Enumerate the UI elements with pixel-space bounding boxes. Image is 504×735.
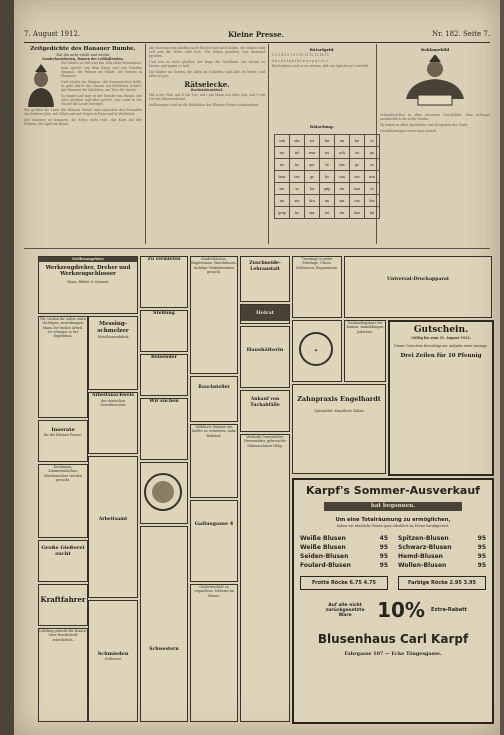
svg-text:✦: ✦: [313, 348, 319, 354]
karpf-item-price: 95: [379, 553, 388, 561]
ad-gallusgasse: [190, 500, 238, 582]
kraftfahrer-title: Kraftfahrer: [40, 595, 86, 604]
ad-filler-left: Kochinnen, Zimmermädchen, Hausburschen werden gesucht.: [38, 464, 88, 538]
puzzle-cell: ter: [335, 183, 350, 195]
karpf-discount: 10%: [377, 598, 425, 623]
right-header: Reklamebild: [420, 47, 450, 52]
karpf-item-label: Weiße Blusen: [300, 535, 346, 543]
right-column: Reklamebild Verkaufsstellen in allen besseren Geschäften. Man verlange ausdrücklich die echte Marke. Zu haben in allen Apotheken und Drogerien der Stadt. Nachahmungen weise man zurück.: [380, 47, 490, 133]
article-subtitle: Hat ihn nicht erlebt und erlebst: [56, 53, 110, 57]
karpf-item-price: 95: [379, 562, 388, 570]
puzzle-cell: ma: [305, 207, 320, 219]
karpf-begun: hat begonnen.: [324, 502, 462, 511]
puzzle-cell: ste: [275, 147, 290, 159]
schwestern-title: Schwestern: [149, 647, 179, 652]
heirat-title: Heirat: [241, 305, 289, 321]
puzzle-cell: im: [320, 195, 335, 207]
ad-heirat: [240, 304, 290, 324]
stamp-emblem: [141, 463, 185, 521]
karpf-discount-pre: Auf alle nicht zurückgesetzte Ware: [325, 602, 365, 618]
article-lead: Sonderhausfrauen, Damen der Lebhaftenden.: [42, 57, 124, 62]
ad-wirt: [140, 398, 188, 460]
ad-arbeitsnachweis: [88, 392, 138, 454]
ad-zuschneide: [240, 256, 290, 302]
puzzle-cell: ge: [305, 171, 320, 183]
column-rule: [376, 44, 377, 244]
riddle-subtitle: Buchstabenrätsel.: [190, 88, 224, 93]
karpf-price-row: [300, 534, 388, 543]
ad-werkzeug: Stellenangebote Werkzeugdreher, Dreher und Werkzeugschlosser Sloan, Bühler & Sommer: [38, 256, 138, 314]
ad-gutschein: Gutschein. Gültig bis zum 31. August 1912. Dieser Gutschein berechtigt zur Aufgabe einer Anzeige. Drei Zeilen für 10 Pfennig: [388, 320, 494, 476]
schmieden-title: Schmieden: [97, 651, 129, 657]
puzzle-cell: sti: [350, 147, 365, 159]
puzzle-cell: bi: [320, 159, 335, 171]
karpf-right-box: Farbige Röcke 2.95 3.95: [398, 576, 486, 590]
ad-seal: [140, 462, 188, 524]
puzzle-cell: grip: [320, 183, 335, 195]
ad-universal: [344, 256, 492, 318]
karpf-price-row: [398, 534, 486, 543]
karpf-item-price: 95: [477, 562, 486, 570]
rauchstelle-title: Rauchsteller: [198, 385, 230, 390]
karpf-store: Blusenhaus Carl Karpf: [317, 632, 469, 647]
puzzle-row: [275, 147, 380, 159]
ad-grosse: [38, 540, 88, 582]
karpf-price-row: [300, 543, 388, 552]
puzzle-cell: ten: [350, 171, 365, 183]
karpf-item-label: Spitzen-Blusen: [398, 535, 449, 543]
ad-column-c: Kinderfräulein, Büglerinnen, Waschfrauen, tüchtige Verkäuferinnen gesucht.: [190, 256, 238, 374]
puzzle-row: [275, 195, 380, 207]
zahnpraxis-title: Zahnpraxis Engelhardt: [297, 395, 381, 403]
masthead-paper: Kleine Presse.: [228, 30, 285, 39]
inserate-sub: für die Kleinen Presse.: [43, 433, 83, 437]
ad-messing: [88, 316, 138, 390]
karpf-item-price: 95: [477, 553, 486, 561]
puzzle-cell: ach: [335, 147, 350, 159]
ankauf-title: Ankauf von Tuchabfälle: [250, 397, 280, 408]
karpf-address: Fahrgasse 107 — Ecke Töngesgasse.: [344, 651, 442, 658]
werkzeug-firm: Sloan, Bühler & Sommer: [67, 279, 109, 284]
zuschneide-title: Zuschneide-Lehranstalt: [249, 261, 281, 272]
puzzle-cell: gu: [365, 147, 380, 159]
vermieten-title: Zu vermieten: [147, 257, 181, 262]
puzzle-cell: tel: [290, 147, 305, 159]
puzzle-cell: ge: [350, 159, 365, 171]
masthead-issue: Nr. 182. Seite 7.: [432, 30, 490, 38]
puzzle-cell: ger: [305, 159, 320, 171]
ad-arbeitsamt: [88, 456, 138, 598]
puzzle-cell: ma: [335, 195, 350, 207]
karpf-item-price: 95: [379, 544, 388, 552]
gutschein-offer: Drei Zeilen für 10 Pfennig: [400, 352, 482, 359]
newspaper-page: [14, 0, 500, 735]
puzzle-cell: sbs: [290, 135, 305, 147]
calendar-title: Rätselung.: [309, 123, 335, 129]
karpf-item-price: 45: [379, 535, 388, 543]
ad-column-c2: Möblierte Zimmer mit Kaffee zu vermieten, nahe Bahnhof.: [190, 424, 238, 498]
karpf-item-label: Weiße Blusen: [300, 544, 346, 552]
gutschein-validity: Gültig bis zum 31. August 1912.: [411, 336, 471, 340]
puzzle-cell: tei: [320, 147, 335, 159]
puzzle-cell: fen: [365, 195, 380, 207]
puzzle-row: [275, 183, 380, 195]
puzzle-row: [275, 135, 380, 147]
karpf-right-list: [398, 534, 486, 570]
ad-vermieten: [140, 256, 188, 308]
ad-kraftfahrer: [38, 584, 88, 626]
karpf-left-box: Frotté Röcke 6.75 4.75: [300, 576, 388, 590]
puzzle-header: Rätselgrid.: [309, 47, 335, 52]
karpf-discount-row: [294, 598, 492, 622]
middle-column: Am Sonntag zum Ausflug nach Höchst und nach Soden, die Wagen sind voll und die Wirte sind froh. Wir haben gesehen, was niemand gesehen. Und wer es nicht glaubet, der frage die Nachbarn, die wissen es besser und sagen es laut. Die Kinder im Garten, die Alten im Schatten, und alles ist heiter, und alles ist gut. Rätselecke. Buchstabenrätsel. Mit A ein Fluß, mit E ein Tier, mit I ein Mann aus alter Zeit, mit O ein Ort am Rheinesstrand. Auflösungen sind an die Redaktion der Kleinen Presse einzusenden.: [149, 46, 265, 107]
puzzle-row: [275, 207, 380, 219]
messing-title: Messing-schmelzer: [97, 321, 129, 334]
puzzle-cell: sel: [320, 207, 335, 219]
ad-inserate: [38, 420, 88, 462]
puzzle-cell: be: [350, 135, 365, 147]
puzzle-cell: bon: [350, 183, 365, 195]
puzzle-cell: sei: [275, 195, 290, 207]
puzzle-cell: un: [335, 135, 350, 147]
grosse-title: Große Gießerei sucht: [41, 545, 85, 557]
ad-stellung: [140, 310, 188, 352]
puzzle-cell: las: [305, 183, 320, 195]
arbeitsnachweis-sub: des deutschen Gewerkvereins: [100, 399, 126, 408]
karpf-item-label: Foulard-Blusen: [300, 562, 351, 570]
column-rule: [268, 44, 269, 244]
puzzle-cell: ben: [350, 207, 365, 219]
karpf-price-row: [398, 552, 486, 561]
karpf-price-row: [300, 561, 388, 570]
puzzle-cell: tal: [365, 207, 380, 219]
puzzle-cell: ste: [290, 195, 305, 207]
karpf-item-label: Seiden-Blusen: [300, 553, 349, 561]
stellung-title: Stellung: [153, 311, 175, 316]
article-column: Zeitgedichte des Hanauer Bumbe. Hat ihn nicht erlebt und erlebst Sonderhausfrauen, Damen der Lebhaftenden. Die Straße ist still und das Volk steht beisammen, man spricht von dem Krieg und von Feinden ringsum, die Fahnen im Winde, die Herzen in Flammen. Und wieder ein Morgen, der Sonnenschein helle, es geht durch die Gassen ein fröhlicher Schritt. Am Brunnen die Mädchen, am Tore die Wache. So singet und sagt es der Bumbe von Hanau, der alles gesehen und alles gehört, was sonst in der Woche die Leute bewegte. Wir grüßen die Leser der Kleinen Presse und wünschen den Freunden ein heiteres Jahr, mit Glück und mit Segen in Haus und in Werkstatt. Der Sommer ist kommen, die Ernte steht reife, das Korn auf den Feldern, die Äpfel im Baum.: [24, 46, 142, 127]
puzzle-row: [275, 159, 380, 171]
ad-column-e: Trauringe in jeder Preislage. Uhren, Goldwaren, Reparaturen.: [292, 256, 342, 318]
inserate-title: Inserate: [51, 427, 75, 433]
puzzle-cell: fan: [335, 159, 350, 171]
ad-sidebar-a: Wir suchen für sofort einen tüchtigen, zuverlässigen Mann für leichte Arbeit. Zu erfragen in der Expedition.: [38, 316, 88, 418]
gutschein-title: Gutschein.: [413, 325, 469, 335]
puzzle-cell: be: [320, 171, 335, 183]
puzzle-cell: dru: [305, 195, 320, 207]
puzzle-cell: grup: [275, 207, 290, 219]
ad-karpf: Karpf's Sommer-Ausverkauf hat begonnen. Um eine Totalräumung zu ermöglichen, haben wir sämtliche Waren ganz erheblich im Preise herabgesetzt. Weiße Blusen 45 Weiße Blusen 95 Seiden-Blusen 95 Foulard-Blusen 95 Spitzen-Blusen 95 Schwarz-Blusen 95 Hemd-Blusen 95 Wollen-Blusen 95 Frotté Röcke 6.75 4.75 Farbige Röcke 2.95 3.95 Auf alle nicht zurückgesetzte Ware 10% Extra-Rabatt Blusenhaus Carl Karpf Fahrgasse 107 — Ecke Töngesgasse.: [292, 478, 494, 724]
arbeitsnachweis-title: Arbeitsnachweis: [91, 393, 135, 398]
puzzle-cell: ta: [365, 135, 380, 147]
gallusgasse-title: Gallusgasse 4: [194, 521, 234, 527]
karpf-intro: Um eine Totalräumung zu ermöglichen,: [335, 517, 451, 523]
riddle-title: Rätselecke.: [184, 80, 230, 90]
werkzeug-title: Werkzeugdreher, Dreher und Werkzeugschlosser: [45, 265, 131, 278]
arbeitsamt-title: Arbeitsamt: [98, 517, 128, 522]
soldier-illustration: [24, 63, 58, 107]
puzzle-cell: nen: [365, 171, 380, 183]
puzzle-cell: bam: [275, 171, 290, 183]
puzzle-cell: ter: [335, 207, 350, 219]
schmieden-sub: Schlosser: [104, 657, 122, 661]
puzzle-column: Rätselgrid. 1 2 3 4 5 6 7 8 9 10 11 12 13 14 15 a b c d e f g h i k l m n o p q r s t u Buchstaben sind so zu ordnen, daß ein Sprichwort entsteht. Rätselung.: [272, 46, 372, 244]
karpf-price-row: [398, 543, 486, 552]
puzzle-cell: ein: [275, 183, 290, 195]
reisender-title: Reisender: [151, 355, 177, 360]
karpf-title: Karpf's Sommer-Ausverkauf: [306, 484, 480, 497]
masthead-date: 7. August 1912.: [24, 30, 81, 38]
karpf-discount-post: Extra-Rabatt: [430, 607, 467, 614]
karpf-left-list: [300, 534, 388, 570]
badge-emblem: [293, 321, 339, 379]
puzzle-cell: rem: [305, 147, 320, 159]
ad-column-d: Verkaufe Damenräder, Herrenräder, gebrauchte Nähmaschinen billig.: [240, 434, 290, 722]
universal-title: Universal-Druckapparat: [387, 277, 449, 282]
ad-schmieden: [88, 600, 138, 722]
karpf-price-row: [398, 561, 486, 570]
karpf-price-lists: [300, 534, 486, 570]
karpf-item-label: Wollen-Blusen: [398, 562, 447, 570]
puzzle-cell: ton: [350, 195, 365, 207]
puzzle-cell: sei: [305, 135, 320, 147]
advert-illustration: [400, 55, 470, 111]
puzzle-cell: seb: [275, 135, 290, 147]
ad-column-f: Nachmittagskurs für Damen. Anmeldungen jederzeit.: [344, 320, 386, 382]
article-title: Zeitgedichte des Hanauer Bumbe.: [30, 46, 136, 52]
column-rule: [145, 44, 146, 244]
ad-ankauf: [240, 390, 290, 432]
ad-rauchstelle: [190, 376, 238, 422]
haushaelterin-title: Haushälterin: [246, 347, 284, 353]
karpf-price-row: [300, 552, 388, 561]
ad-schwestern: [140, 526, 188, 722]
karpf-item-label: Schwarz-Blusen: [398, 544, 452, 552]
puzzle-cell: tu: [365, 183, 380, 195]
puzzle-cell: ne: [275, 159, 290, 171]
karpf-item-label: Hemd-Blusen: [398, 553, 443, 561]
adjacent-page-edge: [0, 0, 14, 735]
puzzle-grid: [274, 134, 380, 219]
wirt-title: Wir suchen: [149, 399, 179, 404]
ad-zahnpraxis: [292, 384, 386, 474]
puzzle-cell: be: [290, 159, 305, 171]
karpf-item-price: 95: [477, 544, 486, 552]
messing-sub: Metallwarenfabrik: [97, 335, 129, 339]
puzzle-row: [275, 171, 380, 183]
puzzle-cell: san: [335, 171, 350, 183]
puzzle-cell: ten: [290, 171, 305, 183]
ad-column-c3: Gastwirtschaft zu verpachten. Näheres im Hause.: [190, 584, 238, 722]
ad-badge: [292, 320, 342, 382]
puzzle-cell: ra: [365, 159, 380, 171]
ad-haushaelterin: [240, 326, 290, 388]
karpf-item-price: 95: [477, 535, 486, 543]
zahnpraxis-sub: Spezialität: Künstliche Zähne: [314, 409, 364, 413]
ad-filler-left-b: Lehrling gesucht für Kontor. Gute Handschrift erforderlich.: [38, 628, 88, 722]
ad-reisender: [140, 354, 188, 396]
puzzle-cell: lur: [320, 135, 335, 147]
section-rule: [24, 248, 490, 249]
puzzle-cell: in: [290, 183, 305, 195]
puzzle-cell: be: [290, 207, 305, 219]
masthead: [24, 30, 490, 43]
